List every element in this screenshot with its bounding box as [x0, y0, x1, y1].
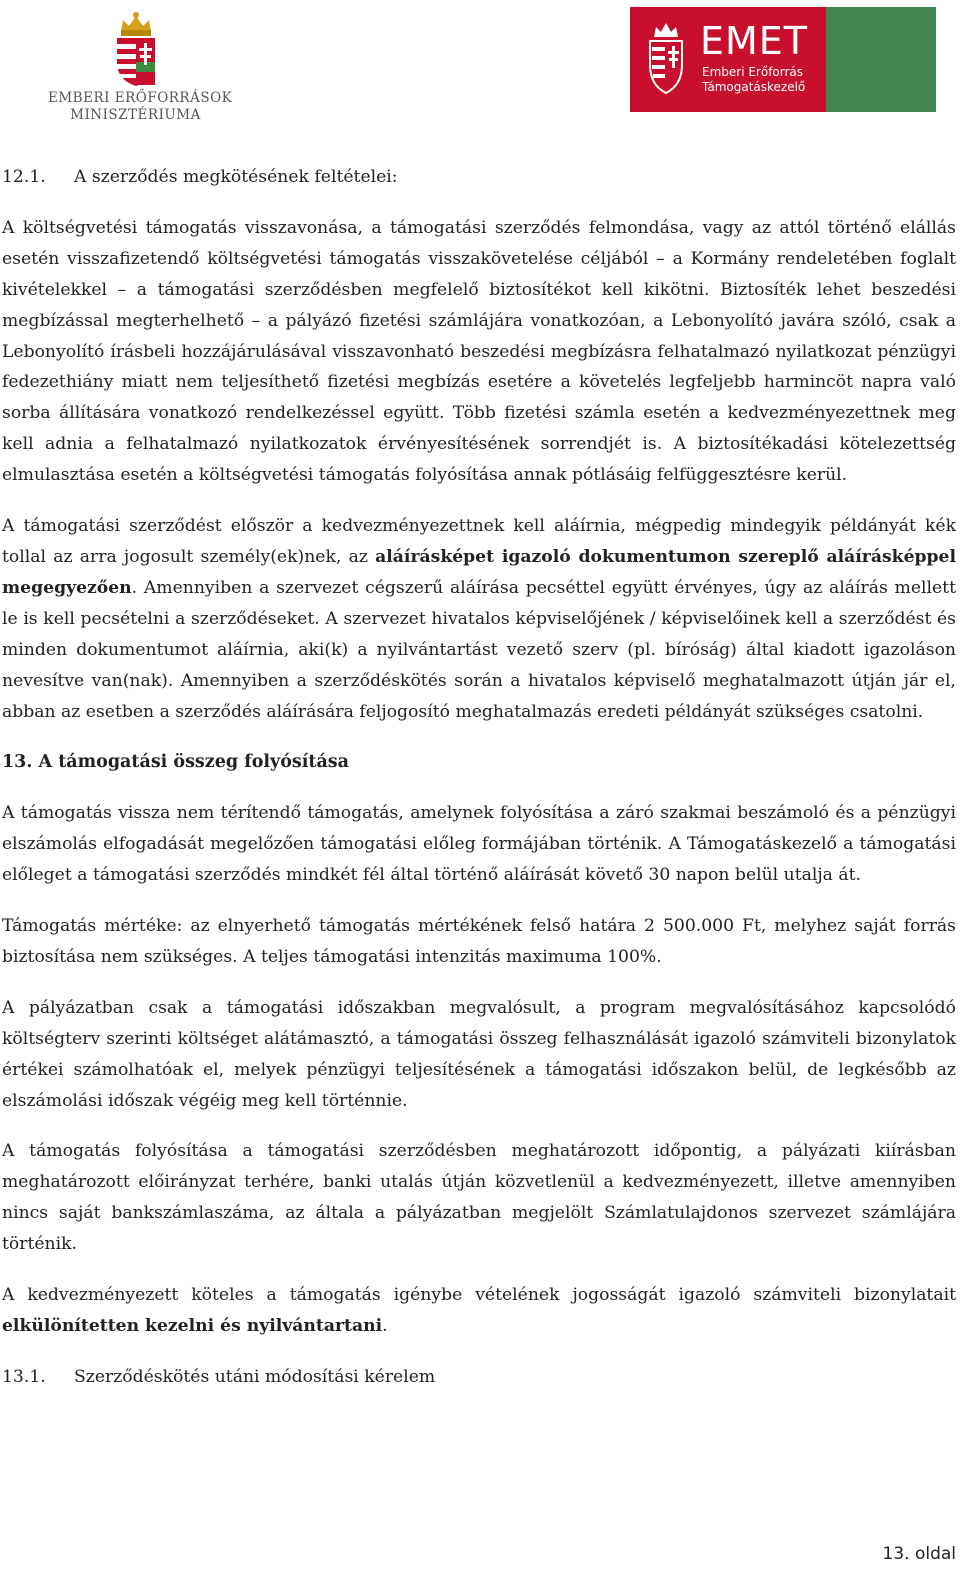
paragraph-13-3: A pályázatban csak a támogatási időszakban megvalósult, a program megvalósításához kapcsolódó költségterv szerinti költséget alátámasztó, a támogatási összeg felhasználását igazoló számviteli bizonylatok értékei számolhatóak el, melyek pénzügyi teljesítésének a támogatási időszakon belül, de legkésőbb az elszámolási időszak végéig meg kell történnie. [2, 997, 956, 1111]
section-13-heading: 13. A támogatási összeg folyósítása [2, 752, 349, 773]
paragraph-13-1: A támogatás vissza nem térítendő támogatás, amelynek folyósítása a záró szakmai beszámoló és a pénzügyi elszámolás elfogadását megelőzően támogatási előleg formájában történik. A Támogatáskezelő a támogatási előleget a támogatási szerződés mindkét fél által történő aláírását követő 30 napon belül utalja át. [2, 803, 956, 886]
section-13-1-title: 13.1. Szerződéskötés utáni módosítási kérelem [2, 1366, 436, 1387]
document-body [2, 162, 956, 1413]
hungarian-coat-of-arms-icon [111, 10, 161, 88]
paragraph-guarantee: A költségvetési támogatás visszavonása, a támogatási szerződés felmondása, vagy az attól történő elállás esetén visszafizetendő költségvetési támogatás visszakövetelése céljából – a Kormány rendeletében foglalt kivételekkel – a támogatási szerződésben megfelelő biztosítékot kell kikötni. Biztosíték lehet beszedési megbízással megterhelhető – a pályázó fizetési számlájára vonatkozóan, a Lebonyolító javára szóló, csak a Lebonyolító írásbeli hozzájárulásával visszavonható beszedési megbízásra felhatalmazó nyilatkozat pénzügyi fedezethiány miatt nem teljesíthető fizetési megbízás esetére a követelés legfeljebb harmincöt napra való sorba állítására vonatkozó rendelkezéssel együtt. Több fizetési számla esetén a kedvezményezettnek meg kell adnia a felhatalmazó nyilatkozatok érvényesítésének sorrendjét is. A biztosítékadási kötelezettség elmulasztása esetén a költségvetési támogatás folyósítása annak pótlásáig felfüggesztésre kerül. [2, 217, 956, 486]
emmi-logo [48, 10, 233, 130]
paragraph-13-5: A kedvezményezett köteles a támogatás igénybe vételének jogosságát igazoló számviteli bizonylatait elkülönítetten kezelni és nyilvántartani. [2, 1285, 956, 1336]
section-12-1-title: 12.1. A szerződés megkötésének feltételei: [2, 167, 398, 187]
page-number: 13. oldal [882, 1544, 956, 1564]
paragraph-13-2: Támogatás mértéke: az elnyerhető támogatás mértékének felső határa 2 500.000 Ft, melyhez saját forrás biztosítása nem szükséges. A teljes támogatási intenzitás maximuma 100%. [2, 916, 956, 967]
emet-crest-icon [646, 19, 686, 99]
emmi-logo-text: EMBERI ERŐFORRÁSOK MINISZTÉRIUMA [48, 90, 233, 123]
paragraph-signature: A támogatási szerződést először a kedvezményezettnek kell aláírnia, mégpedig mindegyik példányát kék tollal az arra jogosult személy(ek)nek, az aláírásképet igazoló dokumentumon szereplő aláírásképpel megegyezően. Amennyiben a szervezet cégszerű aláírása pecséttel együtt érvényes, úgy az aláírás mellett le is kell pecsételni a szerződéseket. A szervezet hivatalos képviselőjének / képviselőinek kell a szerződést és minden dokumentumot aláírnia, aki(k) a nyilvántartást vezető szerv (pl. bíróság) által kiadott igazoláson nevesítve van(nak). Amennyiben a szerződéskötés során a hivatalos képviselő meghatalmazott útján jár el, abban az esetben a szerződés aláírására feljogosító meghatalmazás eredeti példányát szükséges csatolni. [2, 516, 957, 722]
bold-signature-phrase: aláírásképet igazoló dokumentumon szereplő aláírásképpel megegyezően [2, 546, 957, 598]
emet-logo [630, 7, 936, 112]
bold-record-phrase: elkülönítetten kezelni és nyilvántartani [2, 1316, 383, 1336]
emet-logo-name: EMET [700, 19, 809, 63]
emet-logo-green-band [826, 7, 936, 112]
page-header [0, 0, 960, 140]
emet-logo-subtitle: Emberi Erőforrás Támogatáskezelő [702, 65, 806, 94]
paragraph-13-4: A támogatás folyósítása a támogatási szerződésben meghatározott időpontig, a pályázati kiírásban meghatározott előirányzat terhére, banki utalás útján közvetlenül a kedvezményezett, illetve amennyiben nincs saját bankszámlaszáma, az általa a pályázatban megjelölt Számlatulajdonos szervezet számlájára történik. [2, 1141, 956, 1255]
